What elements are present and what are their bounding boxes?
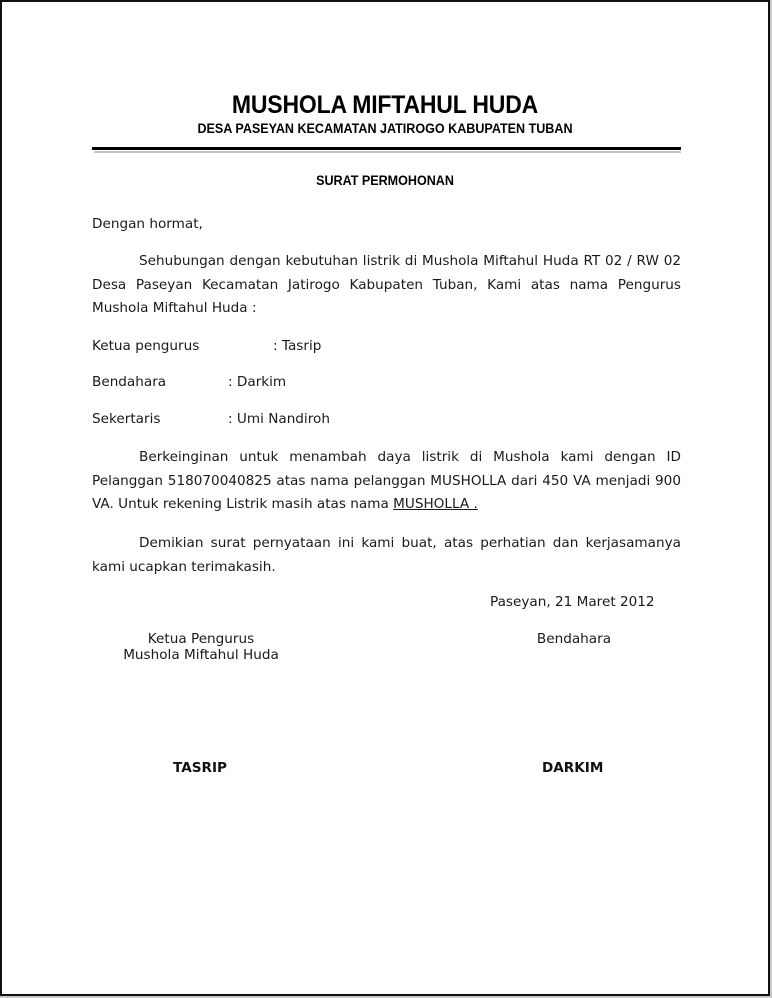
signature-name-treasurer: DARKIM (542, 760, 604, 776)
signature-name-chairman: TASRIP (173, 760, 228, 776)
signature-org-chairman: Mushola Miftahul Huda (123, 647, 279, 663)
intro-paragraph: Sehubungan dengan kebutuhan listrik di Mushola Miftahul Huda RT 02 / RW 02 Desa Paseyan Kecamatan Jatirogo Kabupaten Tuban, Kami atas nama Pengurus Mushola Miftahul Huda : (92, 253, 681, 316)
letterhead-divider-shadow (94, 151, 681, 153)
closing-paragraph: Demikian surat pernyataan ini kami buat, atas perhatian dan kerjasamanya kami ucapkan terimakasih. (92, 535, 681, 575)
letter-title: SURAT PERMOHONAN (316, 173, 454, 188)
signature-role-treasurer: Bendahara (536, 631, 612, 647)
officer-value-treasurer: : Darkim (228, 374, 287, 390)
signature-role-chairman: Ketua Pengurus (147, 631, 255, 647)
officer-value-secretary: : Umi Nandiroh (228, 411, 330, 427)
signature-block-treasurer (502, 631, 646, 647)
officer-value-chairman: : Tasrip (273, 338, 322, 354)
request-paragraph-text: Berkeinginan untuk menambah daya listrik di Mushola kami dengan ID Pelanggan 518070040825 atas nama pelanggan MUSHOLLA dari 450 VA menjadi 900 VA. Untuk rekening Listrik masih atas nama (92, 449, 681, 512)
salutation: Dengan hormat, (92, 216, 203, 232)
letterhead-divider (92, 147, 681, 150)
place-date: Paseyan, 21 Maret 2012 (490, 594, 655, 610)
officer-label-chairman: Ketua pengurus (92, 338, 200, 354)
officer-label-secretary: Sekertaris (92, 411, 161, 427)
account-name-underlined: MUSHOLLA . (393, 496, 478, 512)
officer-label-treasurer: Bendahara (92, 374, 167, 390)
request-paragraph (92, 446, 681, 517)
organization-name: MUSHOLA MIFTAHUL HUDA (231, 91, 539, 119)
organization-address: DESA PASEYAN KECAMATAN JATIROGO KABUPATEN TUBAN (197, 121, 573, 136)
signature-block-chairman (110, 631, 292, 663)
